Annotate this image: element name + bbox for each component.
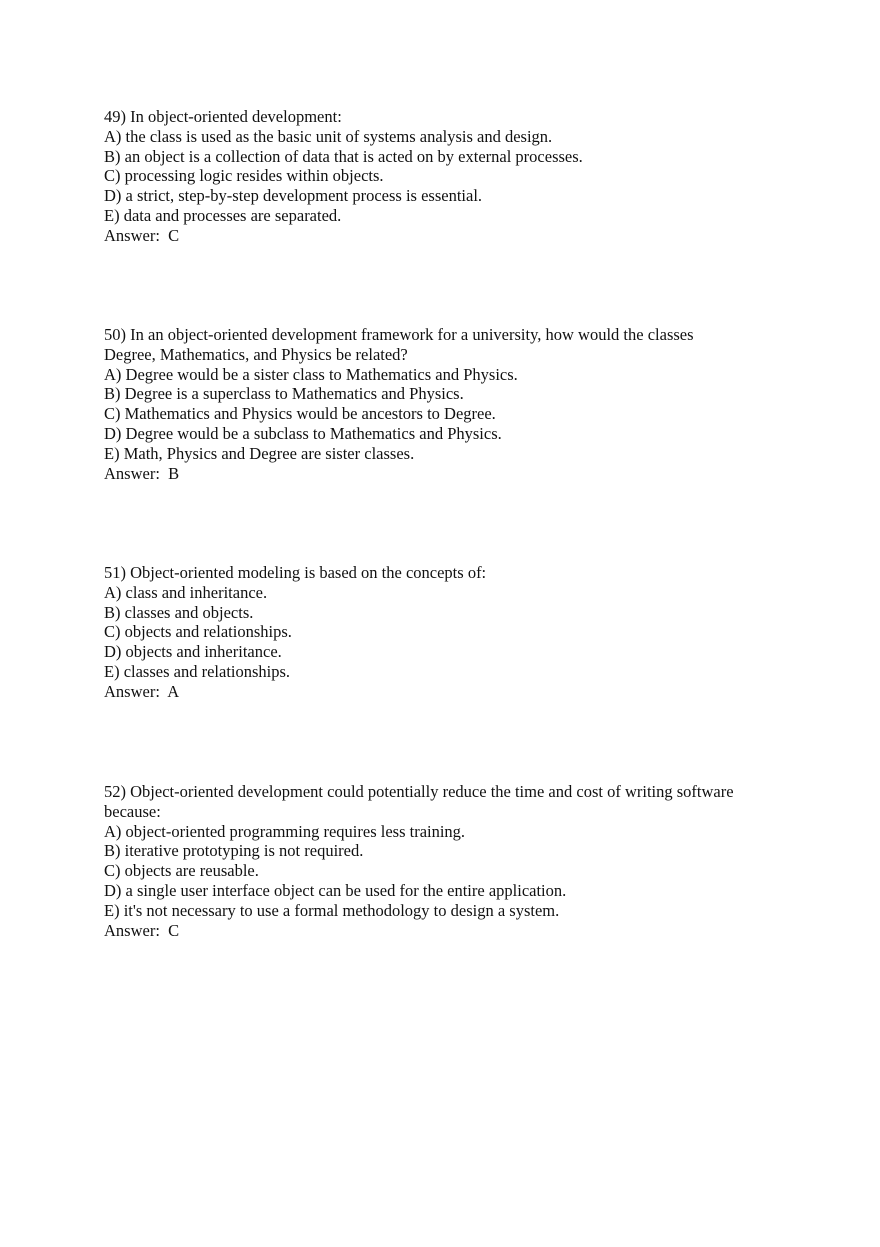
- option-a: A) Degree would be a sister class to Mathematics and Physics.: [104, 364, 518, 384]
- question-51: [104, 563, 804, 702]
- option-e: E) data and processes are separated.: [104, 205, 342, 225]
- question-stem: 52) Object-oriented development could potentially reduce the time and cost of writing software: [104, 782, 734, 801]
- answer-line: Answer: C: [104, 920, 180, 940]
- answer-line: Answer: A: [104, 681, 180, 701]
- option-c: C) Mathematics and Physics would be ancestors to Degree.: [104, 404, 496, 424]
- option-c: C) objects are reusable.: [104, 861, 259, 881]
- option-d: D) a single user interface object can be used for the entire application.: [104, 880, 567, 900]
- answer-line: Answer: B: [104, 463, 180, 483]
- option-b: B) iterative prototyping is not required.: [104, 841, 364, 861]
- question-stem-continued: Degree, Mathematics, and Physics be related?: [104, 344, 408, 364]
- option-e: E) it's not necessary to use a formal methodology to design a system.: [104, 900, 560, 920]
- question-stem-continued: because:: [104, 801, 161, 821]
- option-a: A) the class is used as the basic unit of systems analysis and design.: [104, 126, 553, 146]
- option-b: B) Degree is a superclass to Mathematics and Physics.: [104, 384, 464, 404]
- option-c: C) objects and relationships.: [104, 622, 292, 642]
- option-c: C) processing logic resides within objects.: [104, 166, 384, 186]
- question-stem: 51) Object-oriented modeling is based on the concepts of:: [104, 563, 487, 582]
- question-52: [104, 782, 804, 940]
- option-e: E) Math, Physics and Degree are sister classes.: [104, 443, 415, 463]
- question-50: [104, 325, 804, 483]
- question-stem: 49) In object-oriented development:: [104, 107, 342, 126]
- option-b: B) an object is a collection of data that is acted on by external processes.: [104, 146, 583, 166]
- question-49: [104, 107, 804, 246]
- answer-line: Answer: C: [104, 225, 180, 245]
- option-d: D) Degree would be a subclass to Mathematics and Physics.: [104, 423, 502, 443]
- option-a: A) object-oriented programming requires less training.: [104, 821, 466, 841]
- option-d: D) objects and inheritance.: [104, 642, 282, 662]
- option-b: B) classes and objects.: [104, 602, 254, 622]
- question-stem: 50) In an object-oriented development framework for a university, how would the classes: [104, 325, 694, 344]
- option-e: E) classes and relationships.: [104, 661, 291, 681]
- option-d: D) a strict, step-by-step development process is essential.: [104, 186, 483, 206]
- option-a: A) class and inheritance.: [104, 582, 268, 602]
